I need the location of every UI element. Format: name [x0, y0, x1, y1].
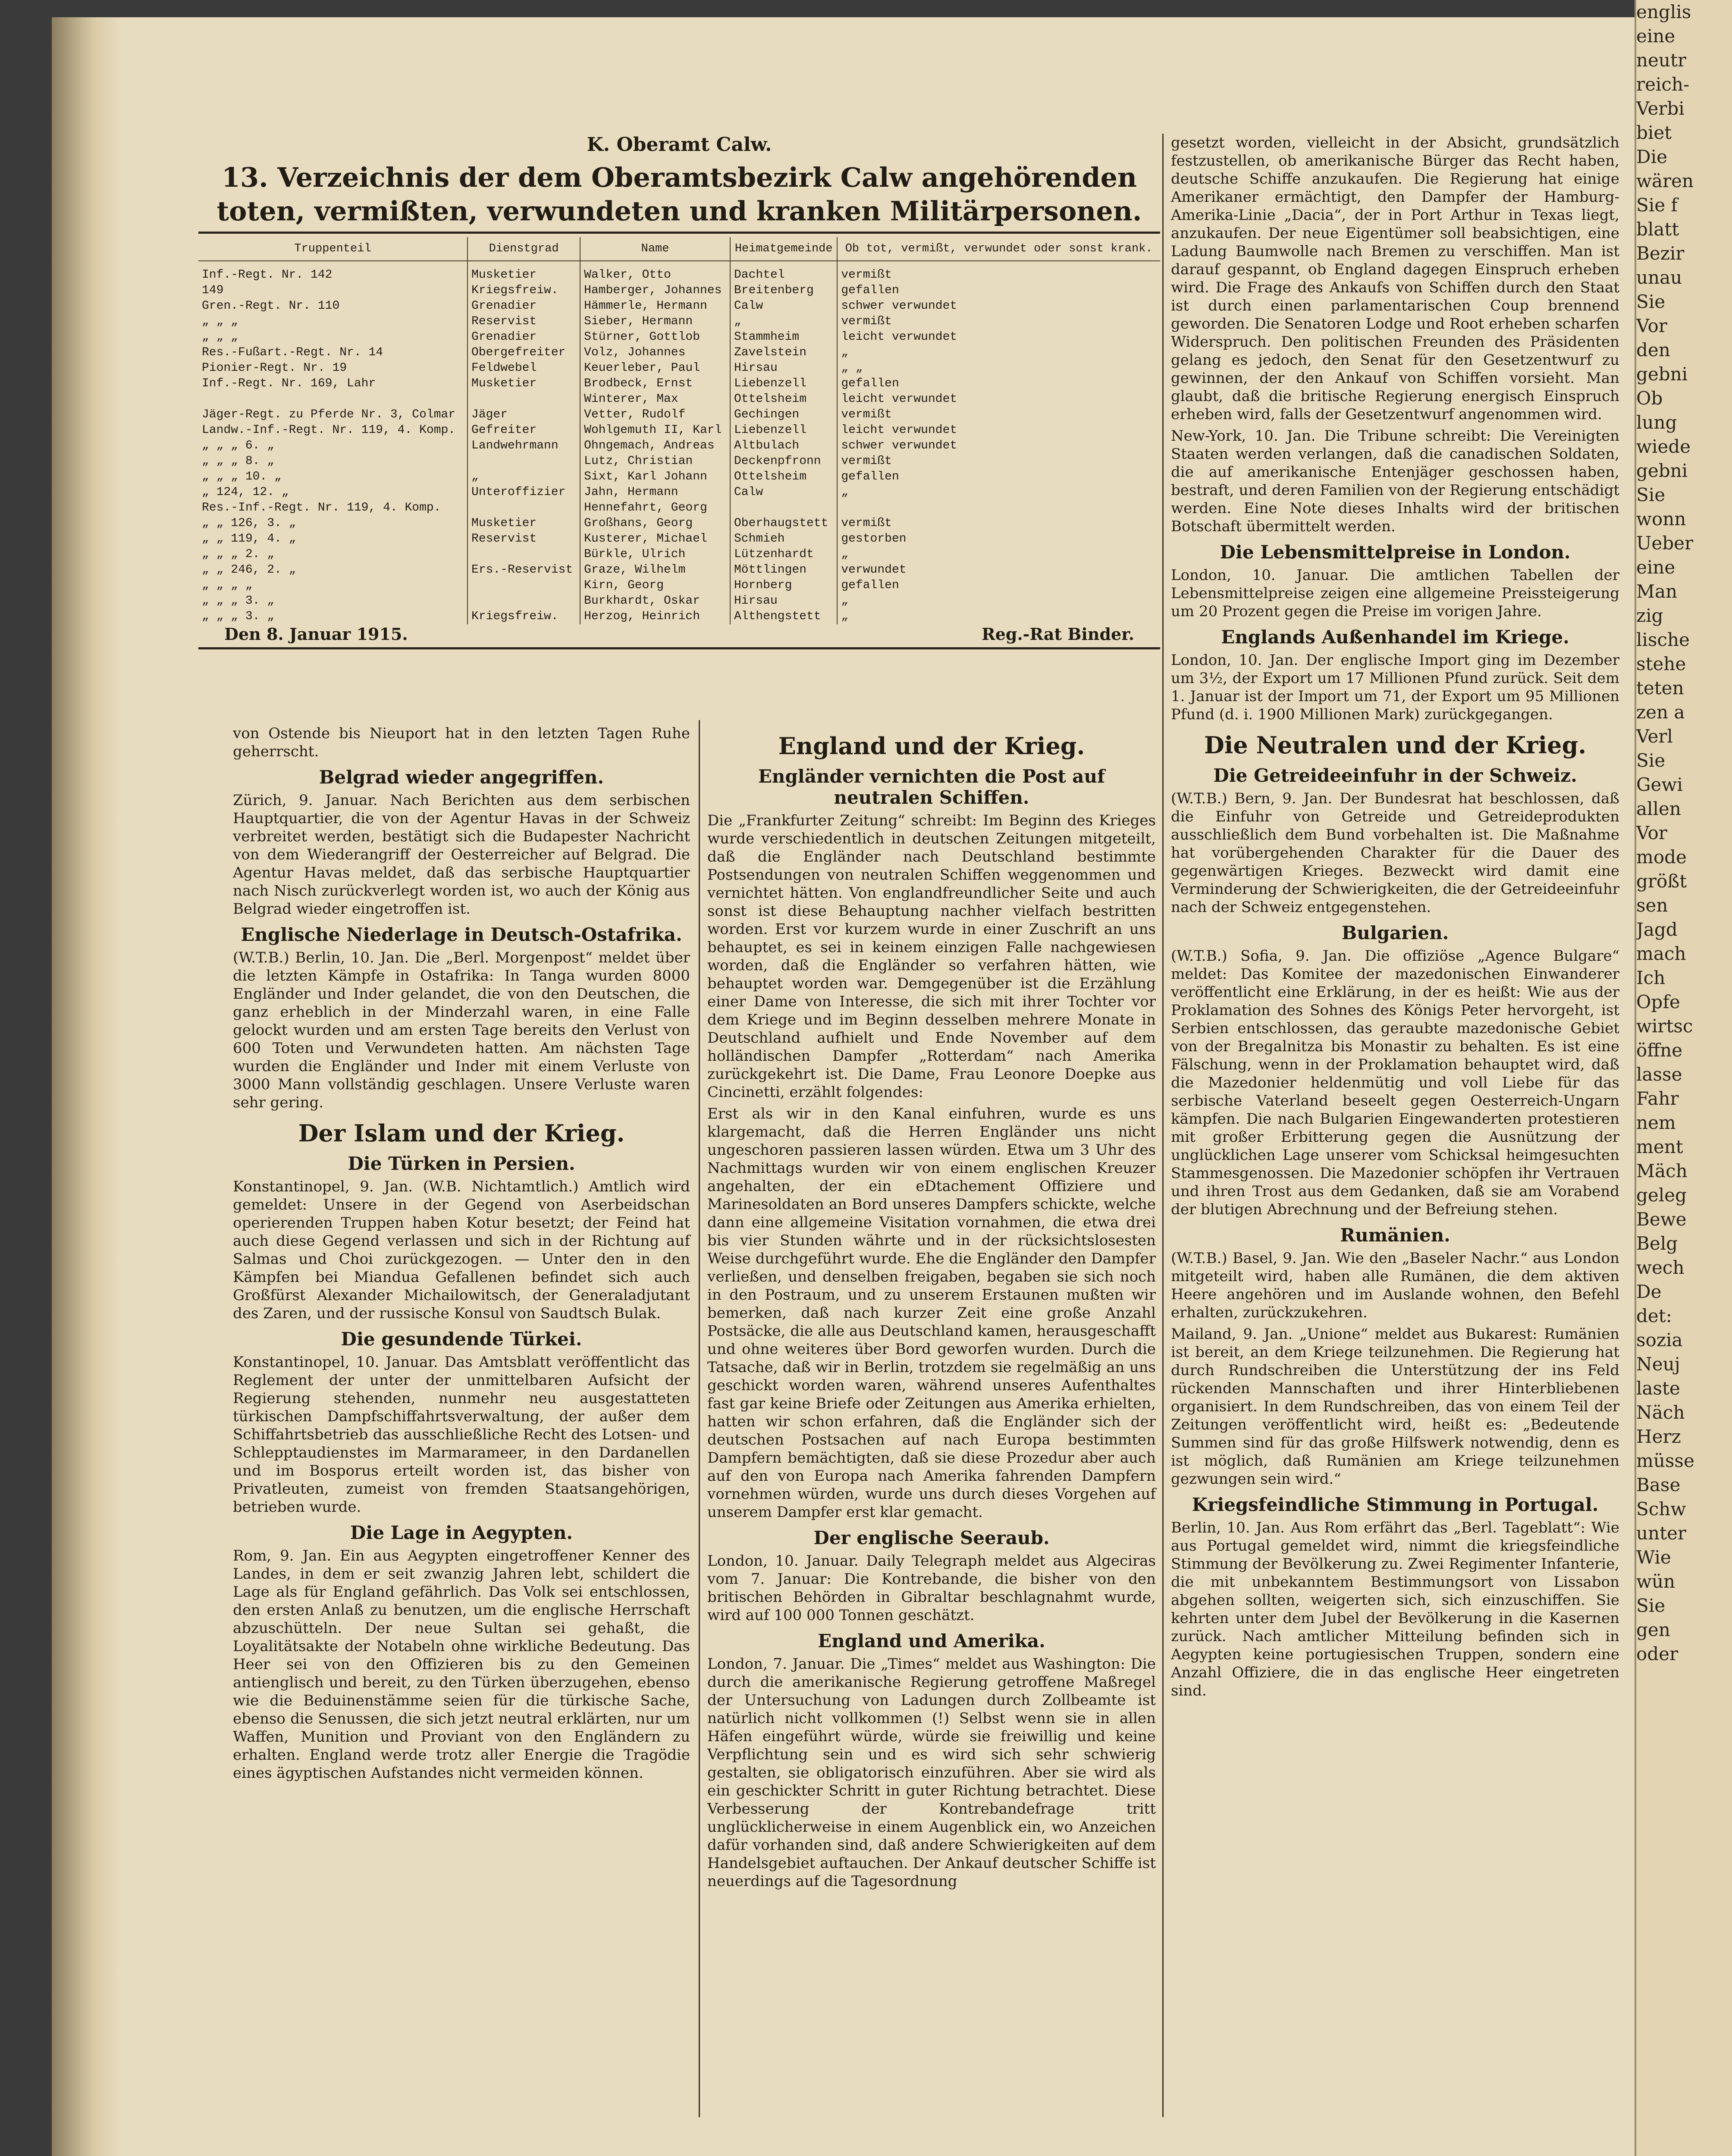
edge-fragment: wech: [1636, 1257, 1685, 1278]
table-cell: Ers.-Reservist: [468, 562, 580, 578]
table-cell: Kusterer, Michael: [580, 531, 730, 547]
table-cell: Res.-Fußart.-Regt. Nr. 14: [198, 345, 468, 360]
table-cell: Hirsau: [730, 360, 837, 376]
edge-fragment: nem: [1636, 1112, 1676, 1133]
edge-fragment: Die: [1636, 146, 1667, 167]
table-row: [198, 314, 1160, 329]
table-cell: Hamberger, Johannes: [580, 283, 730, 298]
table-cell: Lutz, Christian: [580, 454, 730, 469]
edge-fragment: Base: [1636, 1474, 1681, 1495]
table-row: [198, 298, 1160, 314]
page-fold-shadow: [52, 17, 121, 2156]
table-cell: Brodbeck, Ernst: [580, 376, 730, 392]
edge-fragment: Opfe: [1636, 991, 1680, 1012]
column-rule-2: [1162, 134, 1164, 2117]
table-cell: Schmieh: [730, 531, 837, 547]
table-cell: Stammheim: [730, 329, 837, 345]
edge-fragment: Fahr: [1636, 1088, 1679, 1109]
list-title: 13. Verzeichnis der dem Oberamtsbezirk Calw angehörenden toten, vermißten, verwundeten und kranken Militärpersonen.: [216, 162, 1142, 227]
table-row: [198, 329, 1160, 345]
column-header: Heimatgemeinde: [730, 237, 837, 261]
footer-rule: [198, 647, 1160, 649]
table-cell: [468, 593, 580, 609]
table-cell: Zavelstein: [730, 345, 837, 360]
article-paragraph: Die „Frankfurter Zeitung“ schreibt: Im Beginn des Krieges wurde verschiedentlich in deutschen Zeitungen mitgeteilt, daß die Engländer nach Deutschland bestimmte Postsendungen von neutralen Schiffen weggenommen und vernichtet hätten. Von englandfreundlicher Seite und auch sonst ist diese Behauptung nachher vielfach bestritten worden. Erst vor kurzem wurde in einer Zuschrift an uns behauptet, es sei in keinem einzigen Falle nachgewiesen worden, daß die Engländer so verfahren hätten, wie behauptet worden war. Demgegenüber ist die Erzählung einer Dame von Interesse, die sich mit ihrer Tochter vor dem Kriege und im Beginn desselben mehrere Monate in Deutschland aufhielt und Ende November auf dem holländischen Dampfer „Rotterdam“ nach Amerika zurückgekehrt ist. Die Dame, Frau Leonore Doepke aus Cincinetti, erzählt folgendes:: [707, 812, 1156, 1101]
table-cell: Inf.-Regt. Nr. 142: [198, 261, 468, 283]
edge-fragment: Näch: [1636, 1402, 1685, 1423]
table-cell: „ „ „ 10. „: [198, 469, 468, 485]
article-paragraph: London, 10. Januar. Daily Telegraph meldet aus Algeciras vom 7. Januar: Die Kontrebande, die bisher von den britischen Behörden in Gibraltar beschlagnahmt wurde, wird auf 100 000 Tonnen geschätzt.: [707, 1552, 1156, 1624]
table-cell: Pionier-Regt. Nr. 19: [198, 360, 468, 376]
edge-fragment: Jagd: [1636, 919, 1678, 940]
edge-fragment: zen a: [1636, 702, 1685, 723]
table-cell: Liebenzell: [730, 376, 837, 392]
table-body: [198, 261, 1160, 624]
table-row: [198, 609, 1160, 624]
table-cell: Graze, Wilhelm: [580, 562, 730, 578]
article-paragraph: Erst als wir in den Kanal einfuhren, wurde es uns klargemacht, daß die Herren Engländer uns nicht ungeschoren passieren lassen würden. Etwa um 3 Uhr des Nachmittags wurden wir von einem englischen Kreuzer angehalten, der ein eDtachement Offiziere und Marinesoldaten an Bord unseres Dampfers schickte, welche dann eine allgemeine Visitation vornahmen, die etwa drei bis vier Stunden währte und in der rücksichtslosesten Weise durchgeführt wurde. Ehe die Engländer den Dampfer verließen, und denselben freigaben, begaben sie sich noch in den Postraum, und zu unserem Erstaunen mußten wir bemerken, daß nach kurzer Zeit eine große Anzahl Postsäcke, die alle aus Deutschland kamen, herausgeschafft und ohne weiteres über Bord geworfen wurden. Durch die Tatsache, daß wir in Berlin, trotzdem sie regelmäßig an uns geschickt worden waren, während unseres Aufenthaltes fast gar keine Briefe oder Zeitungen aus Amerika erhielten, hatten wir schon erfahren, daß die Engländer sich der deutschen Postsachen auf nach Europa bestimmten Dampfern bemächtigten, daß sie diese Prozedur aber auch auf den von Europa nach Amerika fahrenden Dampfern vornehmen würden, wurde uns durch dieses Vorgehen auf unserem Dampfer erst klar gemacht.: [707, 1105, 1156, 1521]
table-cell: Lützenhardt: [730, 547, 837, 562]
edge-fragment: unter: [1636, 1523, 1686, 1544]
table-cell: Musketier: [468, 516, 580, 531]
table-cell: Keuerleber, Paul: [580, 360, 730, 376]
edge-fragment: den: [1636, 339, 1670, 360]
article-heading: England und Amerika.: [818, 1630, 1045, 1651]
table-cell: Volz, Johannes: [580, 345, 730, 360]
edge-fragment: wären: [1636, 170, 1694, 191]
table-row: [198, 562, 1160, 578]
table-cell: Möttlingen: [730, 562, 837, 578]
edge-fragment: wonn: [1636, 508, 1686, 530]
edge-fragment: Sie f: [1636, 194, 1678, 216]
table-cell: Deckenpfronn: [730, 454, 837, 469]
column-header: Ob tot, vermißt, verwundet oder sonst krank.: [837, 237, 1160, 261]
edge-fragment: wirtsc: [1636, 1015, 1693, 1037]
column-1: [233, 724, 690, 1786]
column-header: Dienstgrad: [468, 237, 580, 261]
article-heading: Engländer vernichten die Post auf neutralen Schiffen.: [758, 766, 1105, 808]
table-cell: „ „ „: [198, 314, 468, 329]
edge-fragment: det:: [1636, 1305, 1672, 1326]
table-cell: Großhans, Georg: [580, 516, 730, 531]
edge-fragment: sozia: [1636, 1329, 1683, 1351]
table-cell: Unteroffizier: [468, 485, 580, 500]
edge-fragment: gebni: [1636, 460, 1688, 481]
article-paragraph: Konstantinopel, 9. Jan. (W.B. Nichtamtlich.) Amtlich wird gemeldet: Unsere in der Gegend von Aserbeidschan operierenden Truppen haben Kotur besetzt; der Feind hat auch diese Gegend verlassen und sich in der Richtung auf Salmas und Choi zurückgezogen. — Unter den in den Kämpfen bei Miandua Gefallenen befindet sich auch Großfürst Alexander Michailowitsch, der Generaladjutant des Zaren, und der russische Konsul von Saudtsch Bulak.: [233, 1178, 690, 1322]
table-cell: verwundet: [841, 563, 907, 577]
table-row: [198, 593, 1160, 609]
table-cell: [468, 454, 580, 469]
edge-fragment: öffne: [1636, 1040, 1683, 1061]
edge-fragment: müsse: [1636, 1450, 1694, 1471]
edge-fragment: Ob: [1636, 388, 1663, 409]
table-cell: [468, 547, 580, 562]
edge-fragment: Mäch: [1636, 1160, 1688, 1181]
table-row: [198, 454, 1160, 469]
table-cell: gefallen: [841, 377, 899, 390]
table-cell: Vetter, Rudolf: [580, 407, 730, 423]
table-cell: [468, 578, 580, 593]
article-paragraph: Konstantinopel, 10. Januar. Das Amtsblatt veröffentlicht das Reglement der unter der unmittelbaren Aufsicht der Regierung stehenden, nunmehr neu ausgestatteten türkischen Dampfschiffahrtsverwaltung, der außer dem Schiffahrtsbetrieb das ausschließliche Recht des Lotsen- und Schlepptaudienstes im Marmarameer, in den Dardanellen und im Bosporus erteilt worden ist, das bisher von Privatleuten, zumeist von fremden Staatsangehörigen, betrieben wurde.: [233, 1354, 690, 1516]
table-cell: „ „ 126, 3. „: [198, 516, 468, 531]
table-cell: „: [730, 314, 837, 329]
edge-fragment: größt: [1636, 871, 1687, 892]
table-cell: „ „ 246, 2. „: [198, 562, 468, 578]
table-cell: Stürner, Gottlob: [580, 329, 730, 345]
article-paragraph: (W.T.B.) Sofia, 9. Jan. Die offiziöse „Agence Bulgare“ meldet: Das Komitee der mazedonischen Einwanderer veröffentlicht eine Erklärung, in der es heißt: Wie aus der Proklamation des Sohnes des Königs Peter hervorgeht, ist Serbien entschlossen, das geraubte mazedonische Gebiet von der Bregalnitza bis Monastir zu behalten. Es ist eine Fälschung, wenn in der Proklamation behauptet wird, daß die Mazedonier heldenmütig und voll Liebe für das serbische Vaterland beseelt gegen Oesterreich-Ungarn kämpfen. Die nach Bulgarien Eingewanderten protestieren mit großer Erbitterung gegen die Ausnützung der unglücklichen Lage unserer vom Schicksal heimgesuchten Stammesgenossen. Die Mazedonier schöpfen ihr Vertrauen und ihren Trost aus dem Gedanken, daß sie am Vorabend der blutigen Abrechnung und der Befreiung stehen.: [1171, 947, 1619, 1218]
casualty-list: [198, 134, 1160, 653]
table-cell: Gefreiter: [468, 423, 580, 438]
table-cell: Calw: [730, 485, 837, 500]
table-cell: Ohngemach, Andreas: [580, 438, 730, 454]
table-cell: „ „ 119, 4. „: [198, 531, 468, 547]
list-signature: Reg.-Rat Binder.: [982, 624, 1134, 644]
table-cell: „: [841, 486, 849, 499]
article-paragraph: von Ostende bis Nieuport hat in den letzten Tagen Ruhe geherrscht.: [233, 725, 690, 760]
article-paragraph: (W.T.B.) Berlin, 10. Jan. Die „Berl. Morgenpost“ meldet über die letzten Kämpfe in Ostafrika: In Tanga wurden 8000 Engländer und Inder gelandet, die von den Deutschen, die ganz erheblich in der Minderzahl waren, in eine Falle gelockt wurden und am ersten Tage bereits den Verlust von 600 Toten und Verwundeten hatten. Am nächsten Tage wurden die Engländer und Inder mit einem Verluste von 3000 Mann vollständig geschlagen. Unsere Verluste waren sehr gering.: [233, 949, 690, 1111]
table-cell: vermißt: [841, 408, 892, 421]
table-cell: [468, 392, 580, 407]
article-paragraph: Mailand, 9. Jan. „Unione“ meldet aus Bukarest: Rumänien ist bereit, an dem Kriege teilzunehmen. Die Regierung hat durch Rundschreiben die Unterstützung der ins Feld rückenden Mannschaften und ihrer Hinterbliebenen organisiert. In dem Rundschreiben, das von einem Teil der Zeitungen veröffentlicht wird, heißt es: „Bedeutende Summen sind für das große Hilfswerk notwendig, denn es ist möglich, daß Rumänien am Kriege teilzunehmen gezwungen sein wird.“: [1171, 1326, 1619, 1488]
table-cell: schwer verwundet: [841, 299, 957, 313]
article-heading: Rumänien.: [1340, 1225, 1450, 1246]
table-cell: Grenadier: [468, 298, 580, 314]
edge-fragment: neutr: [1636, 50, 1686, 71]
table-cell: [837, 500, 1160, 516]
edge-fragment: ment: [1636, 1136, 1683, 1157]
table-cell: Wohlgemuth II, Karl: [580, 423, 730, 438]
table-cell: Landwehrmann: [468, 438, 580, 454]
table-row: [198, 516, 1160, 531]
table-row: [198, 438, 1160, 454]
table-cell: Jahn, Hermann: [580, 485, 730, 500]
edge-fragment: Vor: [1636, 822, 1667, 843]
table-cell: Res.-Inf.-Regt. Nr. 119, 4. Komp.: [198, 500, 468, 516]
article-paragraph: Rom, 9. Jan. Ein aus Aegypten eingetroffener Kenner des Landes, in dem er seit zwanzig Jahren lebt, schildert die Lage als für England gefährlich. Das Volk sei entschlossen, den ersten Anlaß zu benutzen, um die englische Herrschaft abzuschütteln. Der neue Sultan sei gehaßt, die Loyalitätsakte der Notabeln ohne wirkliche Bedeutung. Das Heer sei von den Offizieren bis zu den Gemeinen antienglisch und bereit, zu den Türken überzugehen, ebenso wie die Beduinenstämme seien für die türkische Sache, ebenso die Senussen, die sich jetzt neutral erklärten, nur um Waffen, Munition und Proviant von den Engländern zu erhalten. England werde trotz aller Energie die Tragödie eines ägyptischen Aufstandes nicht vermeiden können.: [233, 1547, 690, 1782]
table-cell: „ 124, 12. „: [198, 485, 468, 500]
article-heading: Die Lebensmittelpreise in London.: [1220, 542, 1571, 563]
table-cell: „ „ „ 3. „: [198, 593, 468, 609]
edge-fragment: Ueber: [1636, 533, 1694, 554]
edge-fragment: blatt: [1636, 219, 1679, 240]
table-row: [198, 469, 1160, 485]
article-paragraph: gesetzt worden, vielleicht in der Absicht, grundsätzlich festzustellen, ob amerikanische Bürger das Recht haben, deutsche Schiffe anzukaufen. Die Regierung hat einige Amerikaner ermächtigt, den Dampfer der Hamburg-Amerika-Linie „Dacia“, der in Port Arthur in Texas liegt, anzukaufen. Der neue Eigentümer soll beabsichtigen, eine Ladung Baumwolle nach Bremen zu verschiffen. Man ist darauf gespannt, ob England dagegen Einspruch erheben wird. Die Frage des Ankaufs von Schiffen durch den Staat ist durch einen parlamentarischen Coup brennend geworden. Die Senatoren Lodge und Root erheben scharfen Widerspruch. Den politischen Freunden des Präsidenten gelang es jedoch, den Senat für den Gesetzentwurf zu gewinnen, der den Ankauf von Schiffen vorsieht. Man glaubt, daß die britische Regierung energisch Einspruch erheben wird, falls der Gesetzentwurf angenommen wird.: [1171, 134, 1619, 423]
table-cell: Ottelsheim: [730, 392, 837, 407]
table-cell: Kriegsfreiw.: [468, 283, 580, 298]
table-cell: Kriegsfreiw.: [468, 609, 580, 624]
section-heading: Der Islam und der Krieg.: [298, 1119, 625, 1147]
table-cell: Hornberg: [730, 578, 837, 593]
table-row: [198, 392, 1160, 407]
edge-fragment: Neuj: [1636, 1354, 1680, 1375]
article-heading: Die gesundende Türkei.: [341, 1329, 582, 1350]
edge-fragment: geleg: [1636, 1185, 1687, 1206]
article-paragraph: London, 10. Jan. Der englische Import ging im Dezember um 3½, der Export um 17 Millionen Pfund zurück. Seit dem 1. Januar ist der Import um 71, der Export um 95 Millionen Pfund (d. i. 1900 Millionen Mark) zurückgegangen.: [1171, 652, 1619, 723]
table-cell: vermißt: [841, 268, 892, 282]
table-row: [198, 283, 1160, 298]
edge-fragment: Gewi: [1636, 774, 1683, 795]
table-cell: leicht verwundet: [841, 330, 957, 344]
newspaper-page: [52, 17, 1732, 2156]
table-cell: Landw.-Inf.-Regt. Nr. 119, 4. Komp.: [198, 423, 468, 438]
table-cell: Feldwebel: [468, 360, 580, 376]
table-cell: leicht verwundet: [841, 392, 957, 406]
table-cell: Jäger-Regt. zu Pferde Nr. 3, Colmar: [198, 407, 468, 423]
table-cell: Kirn, Georg: [580, 578, 730, 593]
edge-fragment: stehe: [1636, 653, 1686, 674]
table-cell: Liebenzell: [730, 423, 837, 438]
edge-fragment: mode: [1636, 846, 1687, 868]
table-cell: „: [841, 610, 849, 623]
article-heading: Bulgarien.: [1341, 922, 1449, 943]
table-cell: [730, 500, 837, 516]
edge-fragment: unau: [1636, 267, 1682, 288]
edge-fragment: reich-: [1636, 74, 1690, 95]
table-cell: Hirsau: [730, 593, 837, 609]
table-cell: Winterer, Max: [580, 392, 730, 407]
article-paragraph: (W.T.B.) Bern, 9. Jan. Der Bundesrat hat beschlossen, daß die Einfuhr von Getreide und Getreideprodukten ausschließlich dem Bund vorbehalten ist. Die Maßnahme hat vorübergehenden Charakter für die Dauer des gegenwärtigen Krieges. Bezweckt wird damit eine Verminderung der Schwierigkeiten, die der Getreideeinfuhr nach der Schweiz entgegenstehen.: [1171, 790, 1619, 916]
table-cell: Reservist: [468, 314, 580, 329]
table-row: [198, 531, 1160, 547]
edge-fragment: biet: [1636, 122, 1672, 143]
edge-fragment: Verl: [1636, 726, 1673, 747]
edge-fragment: lasse: [1636, 1064, 1682, 1085]
table-cell: gefallen: [841, 470, 899, 483]
table-cell: „: [841, 346, 849, 359]
table-cell: vermißt: [841, 517, 892, 530]
table-row: [198, 376, 1160, 392]
edge-fragment: wiede: [1636, 436, 1691, 457]
table-row: [198, 578, 1160, 593]
column-rule-1: [699, 720, 700, 2117]
table-cell: Sixt, Karl Johann: [580, 469, 730, 485]
table-cell: Walker, Otto: [580, 261, 730, 283]
article-heading: Belgrad wieder angegriffen.: [319, 767, 604, 788]
table-cell: Altbulach: [730, 438, 837, 454]
article-paragraph: Zürich, 9. Januar. Nach Berichten aus dem serbischen Hauptquartier, die von der Agentur Havas in der Schweiz verbreitet werden, bestätigt sich die Budapester Nachricht von dem Wiederangriff der Oesterreicher auf Belgrad. Die Agentur Havas meldet, daß das serbische Hauptquartier nach Nisch zurückverlegt worden ist, wo auch der König aus Belgrad wieder eingetroffen ist.: [233, 792, 690, 918]
table-cell: „ „ „: [198, 329, 468, 345]
edge-fragment: Sie: [1636, 1595, 1666, 1616]
table-cell: Ottelsheim: [730, 469, 837, 485]
edge-fragment: sen: [1636, 895, 1668, 916]
edge-fragment: Schw: [1636, 1498, 1686, 1520]
table-cell: Calw: [730, 298, 837, 314]
table-cell: „: [841, 548, 849, 561]
article-paragraph: London, 7. Januar. Die „Times“ meldet aus Washington: Die durch die amerikanische Regierung getroffene Maßregel der Untersuchung von Ladungen durch Zollbeamte ist natürlich nicht vollkommen (!) Selbst wenn sie in allen Häfen eingeführt würde, würde sie freiwillig und keine Verpflichtung sein und es wird sich sehr schwierig gestalten, sie obligatorisch einzuführen. Aber sie wird als ein geschickter Schritt in guter Richtung betrachtet. Diese Verbesserung der Kontrebandefrage tritt unglücklicherweise in einem Augenblick ein, wo Anzeichen dafür vorhanden sind, daß andere Schwierigkeiten auf dem Handelsgebiet auftauchen. Der Ankauf deutscher Schiffe ist neuerdings auf die Tagesordnung: [707, 1655, 1156, 1890]
edge-fragment: Sie: [1636, 291, 1666, 312]
list-date: Den 8. Januar 1915.: [224, 624, 408, 644]
article-paragraph: Berlin, 10. Jan. Aus Rom erfährt das „Berl. Tageblatt“: Wie aus Portugal gemeldet wird, nimmt die kriegsfeindliche Stimmung der Bevölkerung zu. Zwei Regimenter Infanterie, die mit unbekanntem Bestimmungsort von Lissabon abgehen sollten, weigerten sich, sich einzuschiffen. Sie kehrten unter dem Jubel der Bevölkerung in die Kasernen zurück. Nach amtlicher Mitteilung befinden sich in Aegypten keine portugiesischen Truppen, sondern eine Anzahl Offiziere, die in das englische Heer eingetreten sind.: [1171, 1519, 1619, 1699]
column-3: [1171, 134, 1619, 1703]
edge-fragment: Sie: [1636, 484, 1666, 505]
edge-fragment: lische: [1636, 629, 1690, 650]
edge-fragment: Man: [1636, 581, 1678, 602]
table-cell: Inf.-Regt. Nr. 169, Lahr: [198, 376, 468, 392]
table-cell: Musketier: [468, 261, 580, 283]
edge-fragment: eine: [1636, 557, 1676, 578]
table-cell: „ „ „ „: [198, 578, 468, 593]
table-cell: „ „ „ 6. „: [198, 438, 468, 454]
table-row: [198, 500, 1160, 516]
edge-fragment: De: [1636, 1281, 1662, 1302]
column-2: [707, 724, 1156, 1894]
table-row: [198, 407, 1160, 423]
edge-fragment: oder: [1636, 1643, 1679, 1664]
casualty-table: [198, 237, 1160, 624]
table-cell: Grenadier: [468, 329, 580, 345]
table-cell: Hämmerle, Hermann: [580, 298, 730, 314]
article-heading: Die Lage in Aegypten.: [350, 1522, 573, 1543]
edge-fragment: wün: [1636, 1571, 1676, 1592]
edge-fragment: Herz: [1636, 1426, 1681, 1447]
table-cell: Reservist: [468, 531, 580, 547]
table-cell: 149: [198, 283, 468, 298]
table-cell: gefallen: [841, 284, 899, 297]
edge-fragment: zig: [1636, 605, 1663, 626]
table-row: [198, 360, 1160, 376]
article-heading: Englische Niederlage in Deutsch-Ostafrika.: [241, 924, 682, 945]
table-row: [198, 485, 1160, 500]
article-heading: Der englische Seeraub.: [813, 1527, 1050, 1548]
table-cell: leicht verwundet: [841, 423, 957, 437]
table-cell: Burkhardt, Oskar: [580, 593, 730, 609]
edge-fragment: Verbi: [1636, 98, 1685, 119]
table-header: [198, 237, 1160, 261]
table-cell: Bürkle, Ulrich: [580, 547, 730, 562]
table-cell: Herzog, Heinrich: [580, 609, 730, 624]
article-paragraph: New-York, 10. Jan. Die Tribune schreibt: Die Vereinigten Staaten werden verlangen, daß die canadischen Soldaten, die auf amerikanische Entenjäger geschossen haben, bestraft, und deren Familien von der Regierung entschädigt werden. Eine Note dieses Inhalts wird der britischen Botschaft übermittelt werden.: [1171, 427, 1619, 535]
edge-fragment: teten: [1636, 677, 1684, 699]
table-cell: Gren.-Regt. Nr. 110: [198, 298, 468, 314]
table-row: [198, 345, 1160, 360]
article-paragraph: (W.T.B.) Basel, 9. Jan. Wie den „Baseler Nachr.“ aus London mitgeteilt wird, haben alle Rumänen, die dem aktiven Heere angehören und im Auslande wohnen, den Befehl erhalten, zurückzukehren.: [1171, 1250, 1619, 1321]
section-heading: Die Neutralen und der Krieg.: [1204, 731, 1587, 759]
table-cell: „: [841, 594, 849, 608]
table-cell: Sieber, Hermann: [580, 314, 730, 329]
table-cell: Hennefahrt, Georg: [580, 500, 730, 516]
table-row: [198, 423, 1160, 438]
column-header: Truppenteil: [198, 237, 468, 261]
table-cell: Gechingen: [730, 407, 837, 423]
table-row: [198, 547, 1160, 562]
table-cell: [198, 392, 468, 407]
article-paragraph: London, 10. Januar. Die amtlichen Tabellen der Lebensmittelpreise zeigen eine allgemeine Preissteigerung um 20 Prozent gegen die Preise im vorigen Jahre.: [1171, 567, 1619, 620]
column-header: Name: [580, 237, 730, 261]
edge-fragment: englis: [1636, 1, 1691, 22]
edge-fragment: lung: [1636, 412, 1677, 433]
edge-fragment: Wie: [1636, 1547, 1671, 1568]
table-cell: vermißt: [841, 454, 892, 468]
article-heading: Die Türken in Persien.: [348, 1153, 575, 1174]
table-cell: [468, 500, 580, 516]
table-cell: Obergefreiter: [468, 345, 580, 360]
table-cell: Althengstett: [730, 609, 837, 624]
edge-fragment: allen: [1636, 798, 1681, 819]
edge-fragment: mach: [1636, 943, 1686, 964]
office-heading: K. Oberamt Calw.: [587, 134, 772, 156]
edge-fragment: laste: [1636, 1378, 1680, 1399]
edge-fragment: Belg: [1636, 1233, 1678, 1254]
table-cell: Oberhaugstett: [730, 516, 837, 531]
table-cell: vermißt: [841, 315, 892, 328]
table-cell: Musketier: [468, 376, 580, 392]
table-cell: „ „: [841, 361, 863, 375]
edge-fragment: Bewe: [1636, 1209, 1687, 1230]
table-cell: „ „ „ 2. „: [198, 547, 468, 562]
table-cell: „ „ „ 8. „: [198, 454, 468, 469]
edge-fragment: gen: [1636, 1619, 1670, 1640]
table-cell: Breitenberg: [730, 283, 837, 298]
table-cell: „ „ „ 3. „: [198, 609, 468, 624]
table-cell: Dachtel: [730, 261, 837, 283]
table-cell: gefallen: [841, 579, 899, 592]
article-heading: Die Getreideeinfuhr in der Schweiz.: [1213, 765, 1577, 786]
article-heading: Kriegsfeindliche Stimmung in Portugal.: [1192, 1494, 1599, 1515]
article-heading: Englands Außenhandel im Kriege.: [1221, 627, 1569, 648]
adjacent-page-edge: [1635, 0, 1732, 2156]
edge-fragment: gebni: [1636, 364, 1688, 385]
table-cell: Jäger: [468, 407, 580, 423]
edge-fragment: Bezir: [1636, 243, 1685, 264]
section-heading: England und der Krieg.: [778, 732, 1085, 760]
table-row: [198, 261, 1160, 283]
table-cell: „: [468, 469, 580, 485]
table-cell: gestorben: [841, 532, 907, 545]
edge-fragment: eine: [1636, 25, 1676, 47]
list-footer: [198, 624, 1160, 644]
title-rule: [198, 232, 1160, 234]
edge-fragment: Vor: [1636, 315, 1667, 336]
table-cell: schwer verwundet: [841, 439, 957, 452]
edge-fragment: Ich: [1636, 967, 1666, 988]
edge-fragment: Sie: [1636, 750, 1666, 771]
